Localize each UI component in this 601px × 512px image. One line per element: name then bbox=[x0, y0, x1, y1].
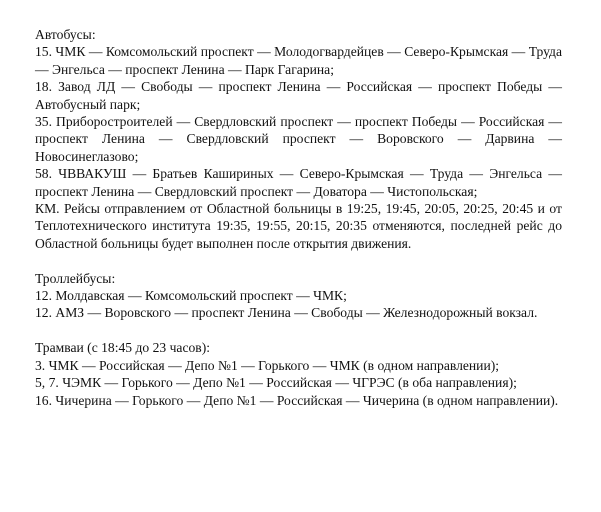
bus-route-18: 18. Завод ЛД — Свободы — проспект Ленина — Российская — проспект Победы — Автобусный парк; bbox=[35, 79, 562, 112]
section-spacer bbox=[35, 252, 562, 269]
trolleybus-route-12a: 12. Молдавская — Комсомольский проспект — ЧМК; bbox=[35, 288, 347, 304]
bus-route-35: 35. Приборостроителей — Свердловский проспект — проспект Победы — Российская — проспект Ленина — Свердловский проспект — Воровского — Дарвина — Новосинеглазово; bbox=[35, 114, 562, 164]
bus-route-15: 15. ЧМК — Комсомольский проспект — Молодогвардейцев — Северо-Крымская — Труда — Энгельса — проспект Ленина — Парк Гагарина; bbox=[35, 44, 562, 77]
trams-heading: Трамваи (с 18:45 до 23 часов): bbox=[35, 340, 211, 356]
bus-route-km: КМ. Рейсы отправлением от Областной больницы в 19:25, 19:45, 20:05, 20:25, 20:45 и от Теплотехнического института 19:35, 19:55, 20:15, 20:35 отменяются, последней рейс до Областной больницы будет выполнен после открытия движения. bbox=[35, 201, 562, 251]
tram-route-5-7: 5, 7. ЧЭМК — Горького — Депо №1 — Российская — ЧГРЭС (в оба направления); bbox=[35, 375, 517, 391]
trolleybus-route-12b: 12. АМЗ — Воровского — проспект Ленина — Свободы — Железнодорожный вокзал. bbox=[35, 305, 538, 321]
bus-route-58: 58. ЧВВАКУШ — Братьев Кашириных — Северо-Крымская — Труда — Энгельса — проспект Ленина — Свердловский проспект — Доватора — Чистопольская; bbox=[35, 166, 562, 199]
tram-route-3: 3. ЧМК — Российская — Депо №1 — Горького — ЧМК (в одном направлении); bbox=[35, 357, 500, 373]
buses-heading: Автобусы: bbox=[35, 27, 96, 42]
section-spacer bbox=[35, 322, 562, 339]
document-body bbox=[35, 26, 562, 409]
trolleybuses-heading: Троллейбусы: bbox=[35, 270, 116, 286]
tram-route-16: 16. Чичерина — Горького — Депо №1 — Российская — Чичерина (в одном направлении). bbox=[35, 392, 559, 408]
